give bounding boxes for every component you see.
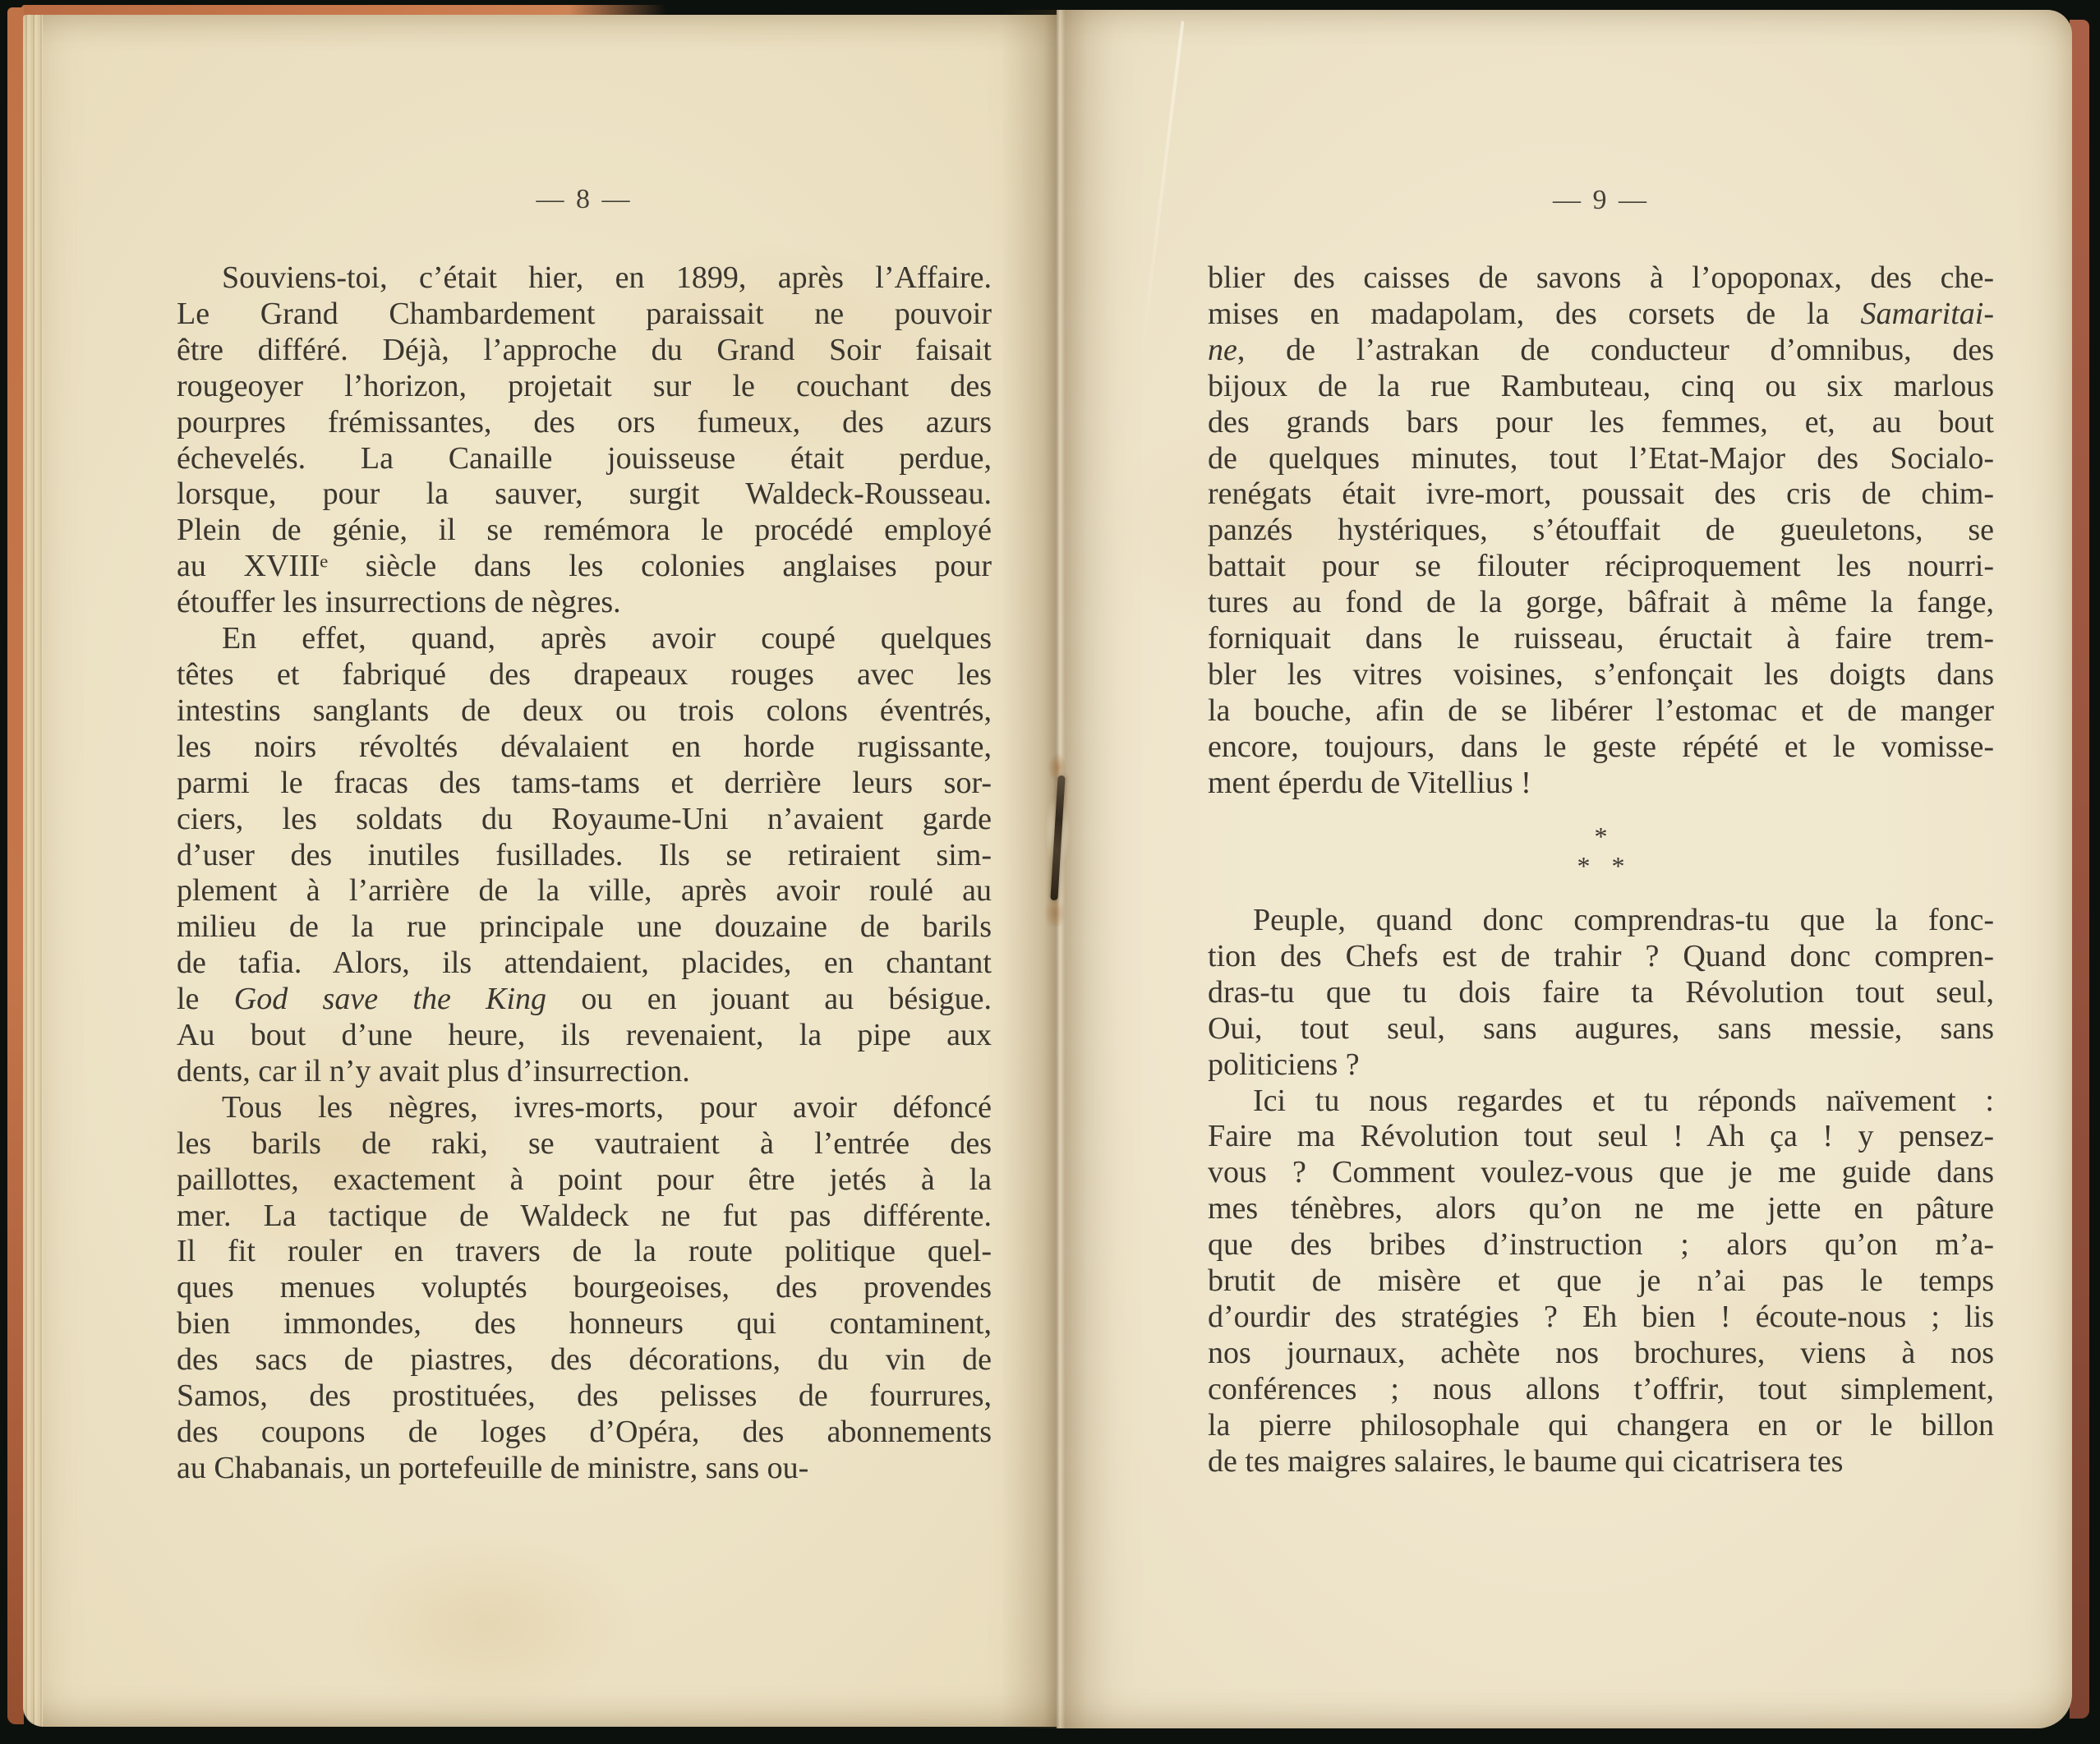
binding-staple <box>1040 754 1075 927</box>
text-line: Samos, des prostituées, des pelisses de fourrures, <box>177 1378 992 1414</box>
cover-edge-left <box>7 7 24 1724</box>
text-line: mer. La tactique de Waldeck ne fut pas différente. <box>177 1198 992 1233</box>
paragraph <box>177 1090 992 1487</box>
asterisk-bottom-pair: * * <box>1577 851 1625 881</box>
text-line: les barils de raki, se vautraient à l’entrée des <box>177 1125 992 1161</box>
text-line: tures au fond de la gorge, bâfrait à même la fange, <box>1208 585 1994 620</box>
text-line: ne, de l’astrakan de conducteur d’omnibus, des <box>1208 332 1994 367</box>
text-line: les noirs révoltés dévalaient en horde rugissante, <box>177 729 992 764</box>
text-line: bijoux de la rue Rambuteau, cinq ou six marlous <box>1208 368 1994 403</box>
paragraph <box>177 621 992 1090</box>
text-line: au XVIIIᵉ siècle dans les colonies anglaises pour <box>177 549 992 584</box>
text-line: d’ourdir des stratégies ? Eh bien ! écoute-nous ; lis <box>1208 1299 1994 1334</box>
text-line: renégats était ivre-mort, poussait des cris de chim- <box>1208 476 1994 512</box>
text-line: panzés hystériques, s’étouffait de gueuletons, se <box>1208 513 1994 548</box>
text-line: de tes maigres salaires, le baume qui cicatrisera tes <box>1208 1443 1844 1479</box>
text-line: nos journaux, achète nos brochures, viens à nos <box>1208 1335 1994 1370</box>
paragraph <box>1208 903 1994 1084</box>
page-number-left: — 8 — <box>536 184 633 214</box>
text-line: Oui, tout seul, sans augures, sans messie, sans <box>1208 1010 1994 1046</box>
text-line: des coupons de loges d’Opéra, des abonnements <box>177 1415 992 1449</box>
text-line: de quelques minutes, tout l’Etat-Major des Socialo- <box>1208 440 1994 476</box>
cover-edge-right <box>2070 20 2089 1719</box>
text-line: lorsque, pour la sauver, surgit Waldeck-Rousseau. <box>177 476 992 512</box>
text-line: des grands bars pour les femmes, et, au bout <box>1208 404 1994 439</box>
text-line: Plein de génie, il se remémora le procédé employé <box>177 513 992 548</box>
text-line: être différé. Déjà, l’approche du Grand Soir faisait <box>177 332 992 367</box>
text-line: milieu de la rue principale une douzaine de barils <box>177 909 992 945</box>
text-line: Au bout d’une heure, ils revenaient, la pipe aux <box>177 1018 992 1053</box>
right-page-text-bottom <box>1208 903 1994 1480</box>
text-line: têtes et fabriqué des drapeaux rouges avec les <box>177 656 992 692</box>
paragraph <box>177 260 992 621</box>
paragraph <box>1208 260 1994 802</box>
text-line: dents, car il n’y avait plus d’insurrection. <box>177 1053 690 1088</box>
text-line: que des bribes d’instruction ; alors qu’on m’a- <box>1208 1227 1994 1263</box>
text-line: En effet, quand, après avoir coupé quelques <box>222 621 992 656</box>
text-line: Souviens-toi, c’était hier, en 1899, après l’Affaire. <box>222 260 992 295</box>
text-line: forniquait dans le ruisseau, éructait à faire trem- <box>1208 621 1994 656</box>
text-line: ment éperdu de Vitellius ! <box>1208 765 1531 800</box>
text-line: plement à l’arrière de la ville, après avoir roulé au <box>177 873 992 909</box>
text-line: encore, toujours, dans le geste répété et le vomisse- <box>1208 729 1994 764</box>
text-line: Le Grand Chambardement paraissait ne pouvoir <box>177 296 992 331</box>
text-line: pourpres frémissantes, des ors fumeux, des azurs <box>177 404 992 439</box>
text-line: dras-tu que tu dois faire ta Révolution tout seul, <box>1208 974 1994 1010</box>
text-line: tion des Chefs est de trahir ? Quand donc compren- <box>1208 938 1994 973</box>
text-line: battait pour se filouter réciproquement les nourri- <box>1208 549 1994 584</box>
text-line: Faire ma Révolution tout seul ! Ah ça ! y pensez- <box>1208 1119 1994 1154</box>
text-line: Ici tu nous regardes et tu réponds naïvement : <box>1253 1083 1994 1118</box>
text-line: Peuple, quand donc comprendras-tu que la fonc- <box>1253 903 1994 937</box>
text-line: le God save the King ou en jouant au bésigue. <box>177 982 992 1017</box>
text-line: vous ? Comment voulez-vous que je me guide dans <box>1208 1155 1994 1190</box>
text-line: Il fit rouler en travers de la route politique quel- <box>177 1234 992 1269</box>
text-line: mes ténèbres, alors qu’on ne me jette en pâture <box>1208 1191 1994 1226</box>
text-line: intestins sanglants de deux ou trois colons éventrés, <box>177 693 992 728</box>
text-line: la bouche, afin de se libérer l’estomac et de manger <box>1208 693 1994 728</box>
text-line: échevelés. La Canaille jouisseuse était perdue, <box>177 440 992 476</box>
paragraph <box>1208 1084 1994 1480</box>
text-line: Tous les nègres, ivres-morts, pour avoir défoncé <box>222 1089 992 1125</box>
text-line: d’user des inutiles fusillades. Ils se retiraient sim- <box>177 837 992 872</box>
page-left <box>23 15 1057 1727</box>
page-number-right: — 9 — <box>1553 185 1649 215</box>
asterisk-separator <box>1208 821 1994 881</box>
text-line: conférences ; nous allons t’offrir, tout simplement, <box>1208 1371 1994 1406</box>
page-edge-stack <box>23 15 43 1727</box>
text-line: mises en madapolam, des corsets de la Samaritai- <box>1208 296 1994 331</box>
text-line: ques menues voluptés bourgeoises, des provendes <box>177 1270 992 1305</box>
right-page-text-top <box>1208 260 1994 802</box>
text-line: brutit de misère et que je n’ai pas le temps <box>1208 1263 1994 1299</box>
text-line: blier des caisses de savons à l’opoponax, des che- <box>1208 260 1994 295</box>
text-line: la pierre philosophale qui changera en or le billon <box>1208 1407 1994 1443</box>
text-line: politiciens ? <box>1208 1047 1360 1082</box>
text-line: bien immondes, des honneurs qui contaminent, <box>177 1306 992 1341</box>
text-line: rougeoyer l’horizon, projetait sur le couchant des <box>177 368 992 403</box>
text-line: paillottes, exactement à point pour être jetés à la <box>177 1162 992 1197</box>
page-right <box>1057 10 2072 1728</box>
text-line: des sacs de piastres, des décorations, du vin de <box>177 1342 992 1378</box>
text-line: étouffer les insurrections de nègres. <box>177 585 621 620</box>
text-line: de tafia. Alors, ils attendaient, placides, en chantant <box>177 946 992 981</box>
staple-bar <box>1050 775 1065 900</box>
text-line: au Chabanais, un portefeuille de ministre, sans ou- <box>177 1450 809 1485</box>
text-line: bler les vitres voisines, s’enfonçait les doigts dans <box>1208 656 1994 692</box>
left-page-text <box>177 260 992 1487</box>
text-line: ciers, les soldats du Royaume-Uni n’avaient garde <box>177 801 992 836</box>
asterisk-top: * <box>1594 821 1608 851</box>
text-line: parmi le fracas des tams-tams et derrière leurs sor- <box>177 765 992 800</box>
